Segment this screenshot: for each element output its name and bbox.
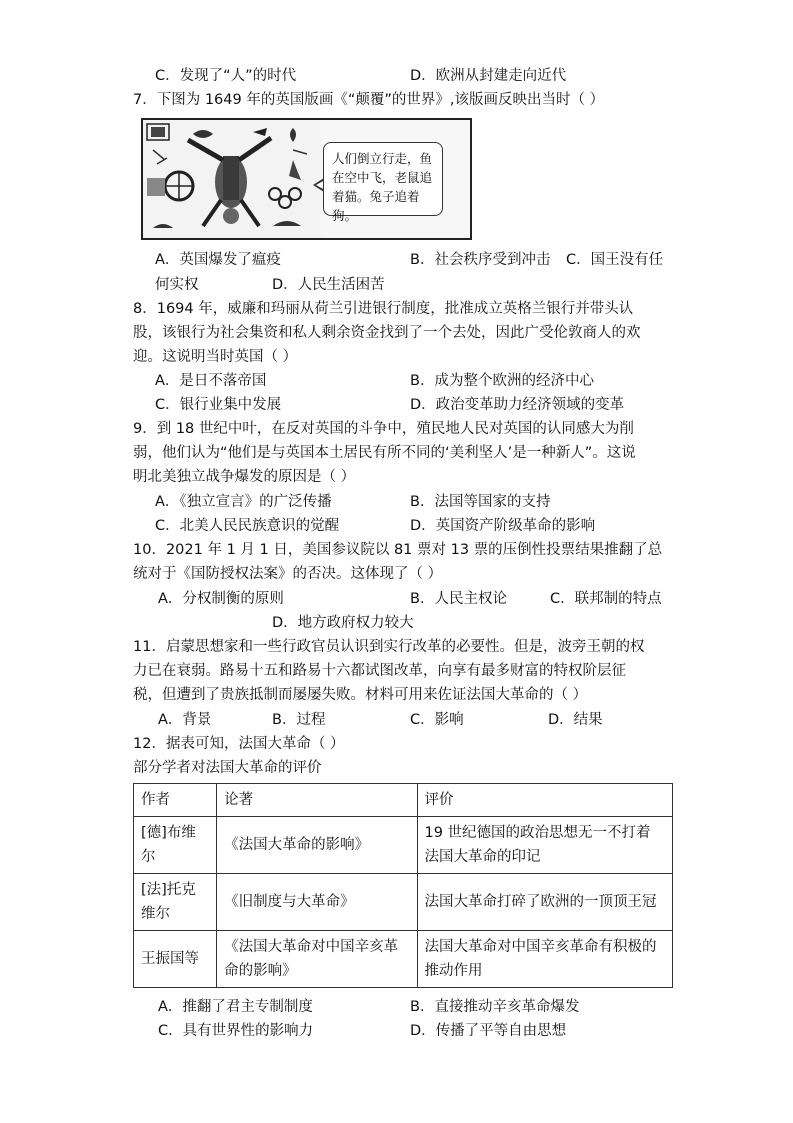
table-caption: 部分学者对法国大革命的评价	[133, 760, 322, 776]
world-turned-upside-down-engraving	[143, 120, 321, 238]
q10-option-c: C．联邦制的特点	[550, 591, 662, 607]
engraving-figure	[141, 118, 472, 240]
q11-option-b: B．过程	[272, 712, 326, 728]
cell-evaluation: 法国大革命打碎了欧洲的一顶顶王冠	[417, 874, 673, 931]
q11-stem-line3: 税，但遭到了贵族抵制而屡屡失败。材料可用来佐证法国大革命的（ ）	[133, 687, 588, 703]
q10-stem-line2: 统对于《国防授权法案》的否决。这体现了（ ）	[133, 566, 443, 582]
q8-option-a: A．是日不落帝国	[155, 373, 267, 389]
q12-stem: 12．据表可知，法国大革命（ ）	[133, 736, 345, 752]
cell-author: [法]托克维尔	[134, 874, 217, 931]
q9-stem-line1: 9．到 18 世纪中叶，在反对英国的斗争中，殖民地人民对英国的认同感大为削	[133, 421, 634, 437]
q10-stem-line1: 10．2021 年 1 月 1 日，美国参议院以 81 票对 13 票的压倒性投票结果推翻了总	[133, 542, 663, 558]
q8-stem-line3: 迎。这说明当时英国（ ）	[133, 349, 298, 365]
q7-stem: 7．下图为 1649 年的英国版画《“颠覆”的世界》,该版画反映出当时（ ）	[133, 92, 605, 108]
q9-stem-line3: 明北美独立战争爆发的原因是（ ）	[133, 469, 356, 485]
header-work: 论著	[217, 784, 417, 817]
q12-option-c: C．具有世界性的影响力	[158, 1023, 314, 1039]
table-row	[134, 874, 673, 931]
q10-option-d: D．地方政府权力较大	[272, 615, 414, 631]
q9-option-c: C．北美人民民族意识的觉醒	[155, 518, 340, 534]
table-row	[134, 817, 673, 874]
q7-option-c: C．国王没有任	[566, 252, 664, 268]
header-evaluation: 评价	[417, 784, 673, 817]
q8-option-b: B．成为整个欧洲的经济中心	[410, 373, 594, 389]
cell-work: 《法国大革命的影响》	[217, 817, 417, 874]
cell-work: 《法国大革命对中国辛亥革命的影响》	[217, 931, 417, 988]
q10-option-a: A．分权制衡的原则	[158, 591, 284, 607]
q8-stem-line1: 8．1694 年，威廉和玛丽从荷兰引进银行制度，批准成立英格兰银行并带头认	[133, 301, 634, 317]
q11-stem-line1: 11．启蒙思想家和一些行政官员认识到实行改革的必要性。但是，波旁王朝的权	[133, 639, 645, 655]
q9-option-d: D．英国资产阶级革命的影响	[410, 518, 596, 534]
cell-evaluation: 19 世纪德国的政治思想无一不打着法国大革命的印记	[417, 817, 673, 874]
q8-option-d: D．政治变革助力经济领域的变革	[410, 397, 625, 413]
q7-option-a: A．英国爆发了瘟疫	[155, 252, 281, 268]
q9-option-a: A．《独立宣言》的广泛传播	[155, 494, 332, 510]
evaluation-table	[133, 783, 673, 988]
q10-option-b: B．人民主权论	[410, 591, 507, 607]
q8-option-c: C．银行业集中发展	[155, 397, 282, 413]
speech-bubble: 人们倒立行走，鱼在空中飞，老鼠追着猫。兔子追着狗。	[323, 142, 443, 216]
q7-option-d: D．人民生活困苦	[272, 277, 385, 293]
table-row	[134, 931, 673, 988]
cell-author: 王振国等	[134, 931, 217, 988]
q9-stem-line2: 弱，他们认为“他们是与英国本土居民有所不同的‘美利坚人’是一种新人”。这说	[133, 445, 636, 461]
q12-option-b: B．直接推动辛亥革命爆发	[410, 999, 580, 1015]
header-author: 作者	[134, 784, 217, 817]
q6-option-c: C．发现了“人”的时代	[155, 68, 297, 84]
q11-option-c: C．影响	[410, 712, 464, 728]
cell-work: 《旧制度与大革命》	[217, 874, 417, 931]
table-header-row	[134, 784, 673, 817]
q9-option-b: B．法国等国家的支持	[410, 494, 551, 510]
q11-stem-line2: 力已在衰弱。路易十五和路易十六都试图改革，向享有最多财富的特权阶层征	[133, 663, 626, 679]
cell-evaluation: 法国大革命对中国辛亥革命有积极的推动作用	[417, 931, 673, 988]
q8-stem-line2: 股，该银行为社会集资和私人剩余资金找到了一个去处，因此广受伦敦商人的欢	[133, 325, 641, 341]
q11-option-a: A．背景	[158, 712, 212, 728]
q11-option-d: D．结果	[548, 712, 603, 728]
q12-option-a: A．推翻了君主专制制度	[158, 999, 313, 1015]
q6-option-d: D．欧洲从封建走向近代	[410, 68, 567, 84]
q7-option-b: B．社会秩序受到冲击	[410, 252, 551, 268]
cell-author: [德]布维尔	[134, 817, 217, 874]
q12-option-d: D．传播了平等自由思想	[410, 1023, 567, 1039]
q7-option-c-cont: 何实权	[155, 277, 199, 293]
